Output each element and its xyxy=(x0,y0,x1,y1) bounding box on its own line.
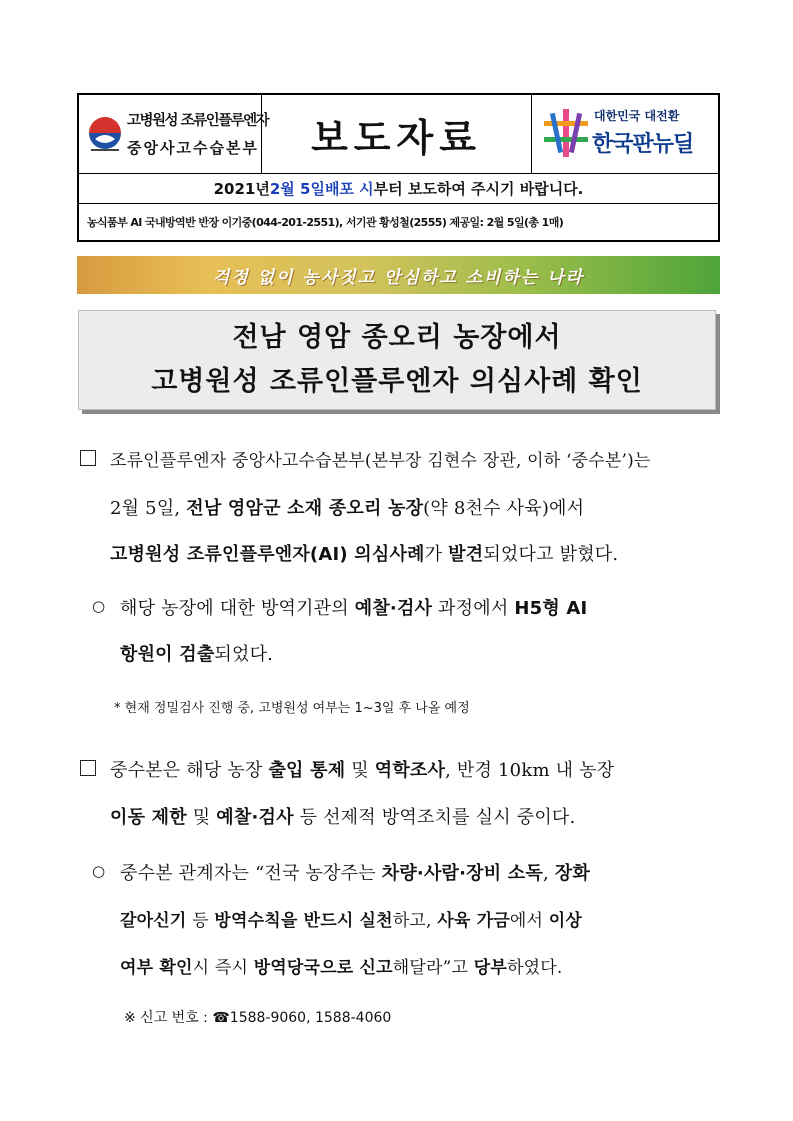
headline-line2: 고병원성 조류인플루엔자 의심사례 확인 xyxy=(151,366,643,397)
text-run: , xyxy=(542,863,555,884)
section1-line1: 조류인플루엔자 중앙사고수습본부(본부장 김현수 장관, 이하 ‘중수본’)는 xyxy=(110,451,651,471)
text-run-bold: H5형 AI xyxy=(514,598,588,619)
embargo-release: 배포 시 xyxy=(324,179,374,198)
section1-line3 xyxy=(110,540,618,566)
text-run: 중수본은 해당 농장 xyxy=(110,760,269,781)
text-run: (약 8천수 사육)에서 xyxy=(423,498,585,519)
section1-bullet-line2 xyxy=(120,640,273,666)
text-run: 및 xyxy=(345,760,375,781)
text-run-bold: 방역당국으로 신고 xyxy=(253,958,393,978)
text-run-bold: 당부 xyxy=(473,958,508,978)
section-marker-icon xyxy=(80,450,96,466)
contact-row: 농식품부 AI 국내방역반 반장 이기중(044-201-2551), 서기관 황성철(2555) 제공일: 2월 5일(총 1매) xyxy=(87,216,564,229)
text-run-bold: 항원이 검출 xyxy=(120,644,215,665)
bullet-circle-icon: ○ xyxy=(92,597,106,615)
text-run-bold: 예찰·검사 xyxy=(354,598,433,619)
text-run-bold: 차량·사람·장비 소독 xyxy=(381,863,543,884)
report-number: ※ 신고 번호 : ☎1588-9060, 1588-4060 xyxy=(124,1010,392,1026)
text-run: 2월 5일, xyxy=(110,498,187,519)
text-run: 과정에서 xyxy=(432,598,515,619)
text-run-bold: 발견 xyxy=(448,544,484,565)
bullet-circle-icon: ○ xyxy=(92,862,106,880)
text-run-bold: 방역수칙을 반드시 실천 xyxy=(214,911,393,931)
section1-line2 xyxy=(110,494,584,520)
text-run: 시 즉시 xyxy=(192,958,254,978)
text-run: 해달라”고 xyxy=(392,958,474,978)
section2-bullet-line1 xyxy=(120,859,590,885)
text-run: 중수본 관계자는 “전국 농장주는 xyxy=(120,863,382,884)
text-run-bold: 이동 제한 xyxy=(110,807,187,828)
slogan-text: 걱정 없이 농사짓고 안심하고 소비하는 나라 xyxy=(212,267,585,288)
embargo-row xyxy=(79,173,718,204)
text-run-bold: 고병원성 조류인플루엔자(AI) 의심사례 xyxy=(110,544,425,565)
text-run: 되었다. xyxy=(214,644,274,665)
section2-bullet-line3 xyxy=(120,953,563,978)
text-run: 등 선제적 방역조치를 실시 중이다. xyxy=(293,807,576,828)
text-run-bold: 갈아신기 xyxy=(120,911,187,931)
text-run-bold: 출입 통제 xyxy=(268,760,346,781)
embargo-date: 2월 5일 xyxy=(269,179,325,198)
section1-bullet-line1 xyxy=(120,594,587,620)
new-deal-cell xyxy=(532,95,720,173)
text-run-bold: 예찰·검사 xyxy=(216,807,294,828)
embargo-prefix: 2021년 xyxy=(213,179,270,198)
text-run-bold: 역학조사 xyxy=(374,760,446,781)
text-run: , 반경 10km 내 농장 xyxy=(445,760,615,781)
text-run: 및 xyxy=(186,807,217,828)
text-run-bold: 장화 xyxy=(554,863,591,884)
text-run-bold: 사육 가금 xyxy=(437,911,510,931)
text-run: 등 xyxy=(186,911,215,931)
section2-line2 xyxy=(110,803,575,829)
text-run-bold: 이상 xyxy=(548,911,582,931)
section1-footnote: * 현재 정밀검사 진행 중, 고병원성 여부는 1~3일 후 나올 예정 xyxy=(114,701,470,716)
press-release-title-cell xyxy=(262,95,532,173)
agency-name-line2: 중앙사고수습본부 xyxy=(127,139,259,157)
press-header-table xyxy=(77,93,720,242)
section2-bullet-line2 xyxy=(120,906,582,931)
agency-name-line1: 고병원성 조류인플루엔자 xyxy=(127,113,269,129)
section2-line1 xyxy=(110,756,614,782)
new-deal-title: 한국판뉴딜 xyxy=(592,132,694,157)
slogan-banner xyxy=(77,256,720,294)
new-deal-logo-icon xyxy=(542,107,590,159)
text-run-bold: 전남 영암군 소재 종오리 농장 xyxy=(186,498,424,519)
text-run: 가 xyxy=(424,544,449,565)
text-run: 에서 xyxy=(509,911,549,931)
section-marker-icon xyxy=(80,760,96,776)
text-run: 하였다. xyxy=(507,958,563,978)
government-emblem-icon xyxy=(87,113,123,155)
text-run: 해당 농장에 대한 방역기관의 xyxy=(120,598,355,619)
press-release-title: 보도자료 xyxy=(311,115,482,160)
headline-box xyxy=(78,310,716,410)
text-run: 되었다고 밝혔다. xyxy=(483,544,619,565)
text-run: 하고, xyxy=(392,911,438,931)
headline-line1: 전남 영암 종오리 농장에서 xyxy=(232,322,562,353)
header-top-row xyxy=(79,95,718,174)
embargo-suffix: 부터 보도하여 주시기 바랍니다. xyxy=(373,179,584,198)
new-deal-subtitle: 대한민국 대전환 xyxy=(594,109,680,123)
agency-cell xyxy=(79,95,269,173)
text-run-bold: 여부 확인 xyxy=(120,958,193,978)
